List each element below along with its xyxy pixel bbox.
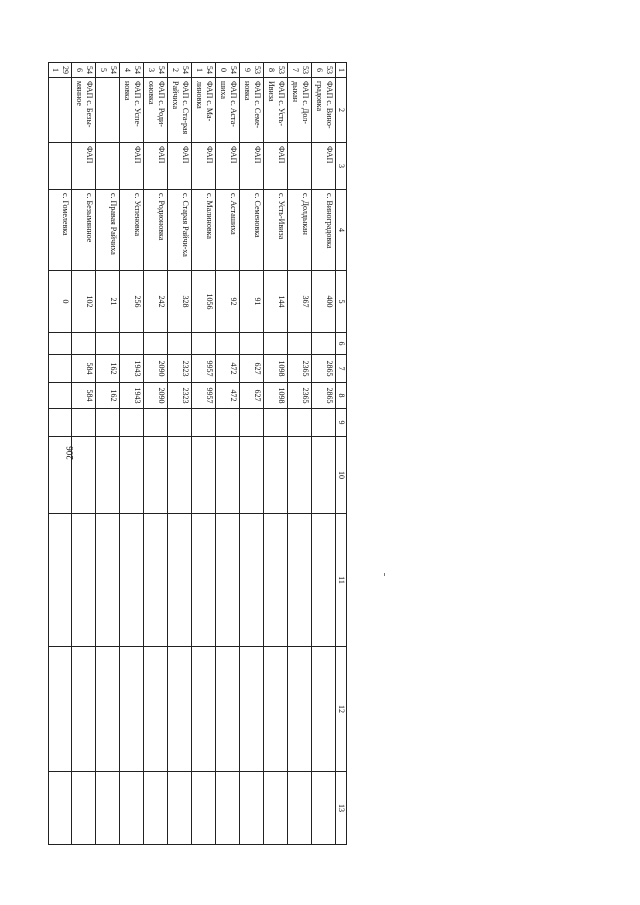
- table-cell: с. Старая Райчи-ха: [168, 190, 192, 271]
- table-cell: 540: [216, 63, 240, 78]
- table-cell: с. Успеновка: [120, 190, 144, 271]
- table-cell: [240, 437, 264, 514]
- column-number-header: 8: [336, 383, 347, 409]
- table-cell: [192, 437, 216, 514]
- table-cell: ФАП с. Аста-шиха: [216, 78, 240, 143]
- table-cell: 543: [144, 63, 168, 78]
- table-cell: 2865: [312, 355, 336, 383]
- table-cell: 584: [72, 383, 96, 409]
- table-cell: с. Малиновка: [192, 190, 216, 271]
- table-cell: 291: [49, 63, 72, 78]
- table-cell: 91: [240, 271, 264, 333]
- table-cell: 1098: [264, 383, 288, 409]
- table-cell: [216, 409, 240, 437]
- table-cell: ФАП: [192, 143, 216, 190]
- table-cell: ФАП: [312, 143, 336, 190]
- table-row: [192, 63, 216, 845]
- table-cell: 536: [312, 63, 336, 78]
- table-cell: 400: [312, 271, 336, 333]
- table-cell: [168, 437, 192, 514]
- table-cell: с. Долдыкан: [288, 190, 312, 271]
- table-cell: [96, 409, 120, 437]
- table-cell: 2323: [168, 383, 192, 409]
- table-cell: [49, 78, 72, 143]
- table-cell: с. Усть-Ивиза: [264, 190, 288, 271]
- table-cell: [216, 647, 240, 772]
- table-cell: с. Семеновка: [240, 190, 264, 271]
- table-cell: ФАП: [168, 143, 192, 190]
- table-cell: ФАП с. Роди-оновка: [144, 78, 168, 143]
- column-number-header: 11: [336, 514, 347, 647]
- table-cell: [264, 333, 288, 355]
- table-cell: [240, 647, 264, 772]
- table-cell: [144, 333, 168, 355]
- table-row: [96, 63, 120, 845]
- table-cell: [288, 647, 312, 772]
- table-cell: [216, 437, 240, 514]
- table-cell: [144, 514, 168, 647]
- table-cell: 584: [72, 355, 96, 383]
- table-cell: 2323: [168, 355, 192, 383]
- table-cell: с. Виноградовка: [312, 190, 336, 271]
- table-cell: ФАП: [120, 143, 144, 190]
- table-cell: 472: [216, 383, 240, 409]
- table-cell: [312, 409, 336, 437]
- table-cell: [168, 514, 192, 647]
- table-row: [312, 63, 336, 845]
- table-row: [216, 63, 240, 845]
- table-cell: [49, 143, 72, 190]
- table-cell: 2090: [144, 383, 168, 409]
- table-cell: [96, 437, 120, 514]
- table-cell: 162: [96, 383, 120, 409]
- table-cell: ФАП с. Вино-градовка: [312, 78, 336, 143]
- table-cell: 539: [240, 63, 264, 78]
- table-cell: [120, 409, 144, 437]
- table-cell: 102: [72, 271, 96, 333]
- table-cell: [192, 772, 216, 845]
- table-cell: [168, 647, 192, 772]
- table-row: [264, 63, 288, 845]
- table-cell: [240, 772, 264, 845]
- table-cell: [192, 514, 216, 647]
- table-cell: 242: [144, 271, 168, 333]
- table-cell: 1098: [264, 355, 288, 383]
- table-cell: [288, 409, 312, 437]
- table-cell: [288, 772, 312, 845]
- table-cell: [216, 333, 240, 355]
- table-cell: с. Безымянное: [72, 190, 96, 271]
- table-cell: [312, 647, 336, 772]
- table-cell: [120, 772, 144, 845]
- table-cell: [96, 143, 120, 190]
- table-cell: [144, 772, 168, 845]
- table-row: [72, 63, 96, 845]
- table-cell: 367: [288, 271, 312, 333]
- table-cell: [72, 647, 96, 772]
- table-row: [240, 63, 264, 845]
- column-number-header: 1: [336, 63, 347, 78]
- table-cell: 2865: [312, 383, 336, 409]
- table-cell: 537: [288, 63, 312, 78]
- table-cell: [49, 514, 72, 647]
- data-table: [48, 62, 347, 845]
- table-cell: 538: [264, 63, 288, 78]
- table-cell: [49, 355, 72, 383]
- table-cell: ФАП с. Усть-Ивиза: [264, 78, 288, 143]
- table-cell: [312, 437, 336, 514]
- table-cell: [264, 647, 288, 772]
- header-row: [336, 63, 347, 845]
- column-number-header: 12: [336, 647, 347, 772]
- column-number-header: 5: [336, 271, 347, 333]
- table-cell: [240, 409, 264, 437]
- table-cell: [216, 514, 240, 647]
- table-cell: [192, 333, 216, 355]
- table-cell: 541: [192, 63, 216, 78]
- table-cell: [312, 514, 336, 647]
- table-cell: 2365: [288, 383, 312, 409]
- table-cell: 9957: [192, 355, 216, 383]
- table-cell: [49, 409, 72, 437]
- table-cell: [216, 772, 240, 845]
- table-row: [168, 63, 192, 845]
- table-cell: 627: [240, 383, 264, 409]
- table-cell: 1056: [192, 271, 216, 333]
- table-cell: [240, 514, 264, 647]
- table-cell: 544: [120, 63, 144, 78]
- table-cell: [96, 78, 120, 143]
- table-cell: [144, 409, 168, 437]
- table-cell: 9957: [192, 383, 216, 409]
- table-cell: [120, 514, 144, 647]
- table-cell: с. Правая Райчиха: [96, 190, 120, 271]
- table-cell: 1943: [120, 355, 144, 383]
- table-cell: [72, 437, 96, 514]
- table-cell: ФАП с. Безы-мянное: [72, 78, 96, 143]
- table-cell: [72, 514, 96, 647]
- table-cell: [168, 772, 192, 845]
- table-cell: [264, 514, 288, 647]
- table-cell: ФАП: [240, 143, 264, 190]
- table-cell: [288, 143, 312, 190]
- table-cell: [120, 333, 144, 355]
- table-cell: [96, 514, 120, 647]
- table-cell: с. Асташиха: [216, 190, 240, 271]
- table-cell: [312, 772, 336, 845]
- page-number: 206: [65, 446, 75, 460]
- column-number-header: 9: [336, 409, 347, 437]
- column-number-header: 6: [336, 333, 347, 355]
- table-cell: [144, 437, 168, 514]
- table-cell: 144: [264, 271, 288, 333]
- column-number-header: 4: [336, 190, 347, 271]
- table-cell: [288, 437, 312, 514]
- table-cell: 545: [96, 63, 120, 78]
- table-cell: 21: [96, 271, 120, 333]
- table-cell: [96, 333, 120, 355]
- table-cell: ФАП с. Семе-новка: [240, 78, 264, 143]
- table-cell: [192, 409, 216, 437]
- table-cell: [168, 333, 192, 355]
- table-cell: [264, 772, 288, 845]
- table-cell: [96, 647, 120, 772]
- table-cell: [144, 647, 168, 772]
- table-cell: 256: [120, 271, 144, 333]
- table-cell: ФАП: [264, 143, 288, 190]
- table-cell: [264, 409, 288, 437]
- table-cell: [49, 647, 72, 772]
- scan-speck: [384, 573, 385, 576]
- table-row: [120, 63, 144, 845]
- table-cell: [72, 409, 96, 437]
- table-row: [144, 63, 168, 845]
- table-cell: [168, 409, 192, 437]
- table-cell: с. Гомелевка: [49, 190, 72, 271]
- table-cell: [240, 333, 264, 355]
- table-cell: [312, 333, 336, 355]
- table-cell: [120, 437, 144, 514]
- table-row: [288, 63, 312, 845]
- table-cell: 546: [72, 63, 96, 78]
- column-number-header: 7: [336, 355, 347, 383]
- table-cell: [49, 437, 72, 514]
- column-number-header: 10: [336, 437, 347, 514]
- table-row: [49, 63, 72, 845]
- table-cell: [120, 647, 144, 772]
- table-cell: 162: [96, 355, 120, 383]
- column-number-header: 13: [336, 772, 347, 845]
- table-cell: 627: [240, 355, 264, 383]
- column-number-header: 3: [336, 143, 347, 190]
- table-cell: ФАП с. Успе-новка: [120, 78, 144, 143]
- table-cell: ФАП с. Дол-дыкан: [288, 78, 312, 143]
- table-cell: [72, 772, 96, 845]
- table-cell: [72, 333, 96, 355]
- table-cell: [264, 437, 288, 514]
- table-cell: 472: [216, 355, 240, 383]
- table-cell: [288, 333, 312, 355]
- table-cell: 1943: [120, 383, 144, 409]
- table-cell: с. Родионовка: [144, 190, 168, 271]
- table-cell: 2365: [288, 355, 312, 383]
- table-cell: ФАП: [216, 143, 240, 190]
- table-cell: [49, 772, 72, 845]
- table-cell: [288, 514, 312, 647]
- table-cell: [96, 772, 120, 845]
- table-cell: [49, 383, 72, 409]
- column-number-header: 2: [336, 78, 347, 143]
- table-cell: ФАП: [72, 143, 96, 190]
- table-cell: 0: [49, 271, 72, 333]
- table-cell: [192, 647, 216, 772]
- table-cell: 92: [216, 271, 240, 333]
- table-cell: ФАП: [144, 143, 168, 190]
- table-cell: [49, 333, 72, 355]
- table-cell: 2090: [144, 355, 168, 383]
- table-cell: 542: [168, 63, 192, 78]
- table-cell: ФАП с. Ста-рая Райчиха: [168, 78, 192, 143]
- table-cell: 328: [168, 271, 192, 333]
- table-cell: ФАП с. Ма-линовка: [192, 78, 216, 143]
